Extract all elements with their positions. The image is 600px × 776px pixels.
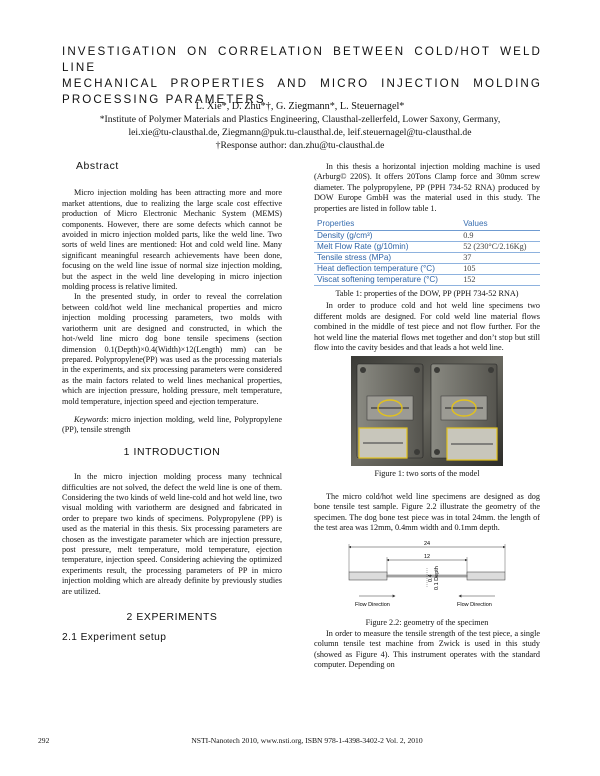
table-row	[314, 253, 540, 264]
abstract-paragraph-2: In the presented study, in order to reveal the correlation between cold/hot weld line mechanical properties and micro injection molding processing parameters, two molds with variotherm unit are designed and constructed, in which the hot-/weld line micro dog bone tensile specimens (section dimension 0.1(Depth)×0.4(Width)×12(Length) mm) can be prepared. Polypropylene(PP) was used as the processing materials in the experiments, and six processing parameters were considered as the main factors related to weld lines mechanical properties, which are injection pressure, holding pressure, melt temperature, mold temperature, injection speed and ejection temperature.	[62, 292, 282, 406]
authors: L. Xie*, D. Zhu*†, G. Ziegmann*, L. Steuernagel*	[195, 101, 405, 112]
footer-citation: NSTI-Nanotech 2010, www.nsti.org, ISBN 978-1-4398-3402-2 Vol. 2, 2010	[191, 736, 423, 745]
dim-width: 0.4	[428, 573, 434, 582]
table-cell-value: 0.9	[460, 231, 540, 242]
table-row	[314, 231, 540, 242]
abstract-paragraph-1: Micro injection molding has been attracting more and more market attentions, due to realizing the large scale cost effective production of Micro Electronic Mechanic System (MEMS) components. However, there are some defects which cannot be avoided in micro injection molded parts, like the weld line. Two sorts of weld lines are mentioned: Hot and cold weld line. Many significant meaningful research achievements have been done, focusing on the weld line issue of normal size injection molding, but the aspect in the weld line developing in micro injection molding process is relative limited.	[62, 188, 282, 292]
specimen-geometry-graphic	[339, 538, 515, 618]
table-cell-property: Heat deflection temperature (°C)	[314, 264, 460, 275]
paper-title	[62, 44, 542, 108]
specimen-paragraph: The micro cold/hot weld line specimens are designed as dog bone tensile test sample. Figure 2.2 illustrate the geometry of the specimen. The dog bone test piece was in total 24mm. the length of the test area was 12mm, 0.4mm width and 0.1mm depth.	[314, 491, 540, 533]
introduction-heading: 1 INTRODUCTION	[123, 446, 221, 458]
table-cell-property: Tensile stress (MPa)	[314, 253, 460, 264]
table-row	[314, 242, 540, 253]
table-cell-property: Viscat softening temperature (°C)	[314, 275, 460, 286]
table-cell-value: 37	[460, 253, 540, 264]
table-header-values: Values	[460, 219, 540, 231]
table-cell-property: Density (g/cm³)	[314, 231, 460, 242]
table-header-properties: Properties	[314, 219, 460, 231]
machine-paragraph: In this thesis a horizontal injection molding machine is used (Arburg© 220S). It offers 20Tons Clamp force and 30mm screw diameter. The polypropylene, PP (PPH 734-52 RNA) produced by DOW Europe GmbH was the material used in this study. The properties are listed in follow table 1.	[314, 162, 540, 213]
flow-direction-right: Flow Direction	[457, 601, 492, 608]
table-cell-value: 105	[460, 264, 540, 275]
abstract-heading: Abstract	[76, 161, 119, 172]
molds-paragraph: In order to produce cold and hot weld line specimens two different molds are designed. For cold weld line material flows combined in the middle of test piece and not flow further. For the hot weld line the material flows met together and don’t stop but still flow into the cavity besides and that leads a hot weld line.	[314, 301, 540, 353]
page-number: 292	[38, 736, 50, 745]
table-cell-value: 152	[460, 275, 540, 286]
experiments-heading: 2 EXPERIMENTS	[126, 612, 218, 624]
title-line-1: INVESTIGATION ON CORRELATION BETWEEN COLD/HOT WELD LINE	[62, 45, 542, 74]
response-author: †Response author: dan.zhu@tu-clausthal.de	[215, 140, 385, 151]
table-row	[314, 275, 540, 286]
dim-test: 12	[424, 553, 431, 560]
keywords-label: Keywords	[74, 414, 107, 424]
table-row	[314, 264, 540, 275]
keywords	[62, 415, 282, 436]
flow-direction-left: Flow Direction	[355, 601, 390, 608]
dim-depth: 0.1 Depth	[434, 565, 440, 590]
figure-1-photo	[351, 356, 503, 466]
mold-photo-graphic	[351, 356, 503, 466]
table-cell-value: 52 (230°C/2.16Kg)	[460, 242, 540, 253]
properties-table	[314, 219, 540, 286]
introduction-paragraph: In the micro injection molding process many technical difficulties are not solved, the defect the weld line is one of them. Considering the two kinds of weld line-cold and hot weld line, two visual molding with variotherm are designed and fabricated in order to prepare two kinds of specimens. Polypropylene (PP) is used as the material in this thesis. Six processing parameters are chosen as the investigate parameter which are injection pressure, post pressure, melt temperature, mold temperature, ejection temperature, injection speed. Considering achieving the optimized experiments result, the processing parameters of PP in micro injection molding which are already definite by previously studies are utilized.	[62, 472, 282, 596]
keywords-text: : micro injection molding, weld line, Polypropylene (PP), tensile strength	[62, 414, 282, 435]
affiliation: *Institute of Polymer Materials and Plastics Engineering, Clausthal-zellerfeld, Lower Saxony, Germany,	[99, 114, 501, 125]
figure-2-2-drawing	[339, 538, 515, 618]
right-column	[314, 162, 540, 671]
figure-1-caption: Figure 1: two sorts of the model	[374, 469, 480, 479]
figure-2-2-caption: Figure 2.2: geometry of the specimen	[365, 617, 489, 627]
tensile-paragraph: In order to measure the tensile strength of the test piece, a single column tensile test machine from Zwick is used in this study (showed as Figure 4). This instrument operates with the standard computer. Depending on	[314, 628, 540, 670]
left-column	[62, 162, 282, 644]
title-line-2: MECHANICAL PROPERTIES AND MICRO INJECTION MOLDING	[62, 77, 542, 90]
dim-total: 24	[424, 540, 431, 547]
emails: lei.xie@tu-clausthal.de, Ziegmann@puk.tu-clausthal.de, leif.steuernagel@tu-clausthal.de	[128, 127, 472, 138]
table-caption: Table 1: properties of the DOW, PP (PPH 734-52 RNA)	[335, 289, 519, 299]
table-cell-property: Melt Flow Rate (g/10min)	[314, 242, 460, 253]
title-line-3: PROCESSING PARAMETERS	[62, 93, 266, 106]
experiment-setup-heading: 2.1 Experiment setup	[62, 632, 167, 644]
